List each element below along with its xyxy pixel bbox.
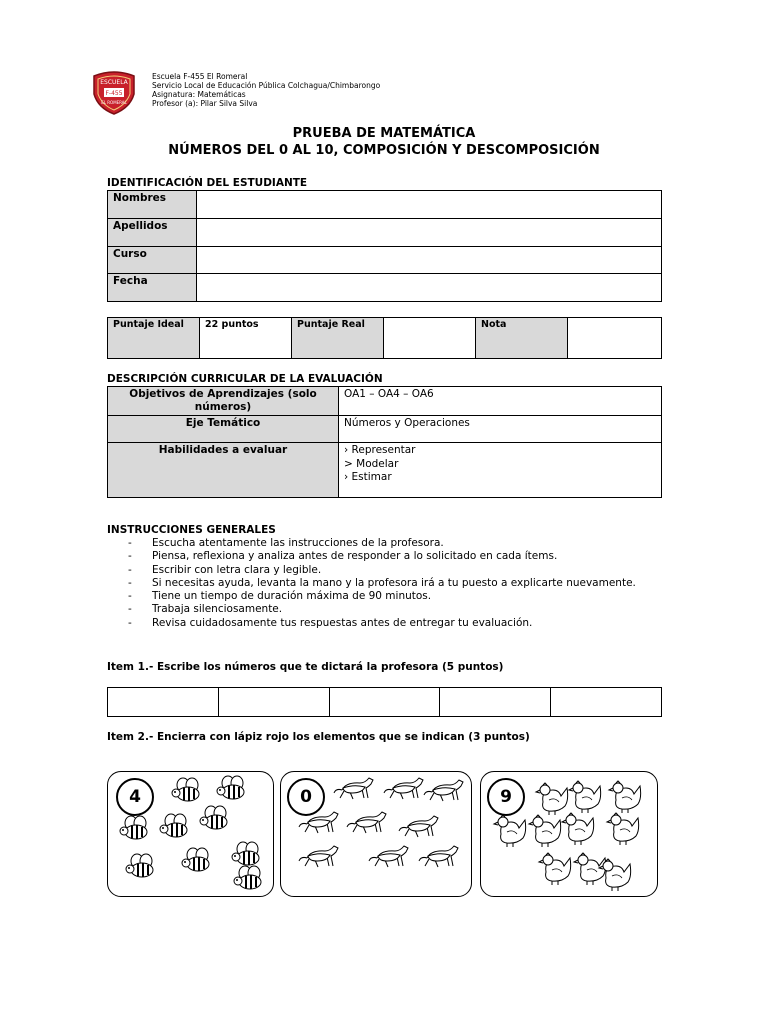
- number-circle: 0: [287, 778, 325, 816]
- number-circle: 9: [487, 778, 525, 816]
- hen-icon: [529, 815, 561, 847]
- answer-cell[interactable]: [329, 688, 440, 717]
- apellidos-field[interactable]: [197, 219, 662, 247]
- objectives-label: Objetivos de Aprendizajes (solo números): [108, 387, 339, 416]
- hen-icon: [494, 815, 526, 847]
- subject: Asignatura: Matemáticas: [152, 90, 246, 99]
- hen-icon: [562, 813, 594, 845]
- nota-label: Nota: [476, 318, 568, 359]
- list-item: - Escribir con letra clara y legible.: [128, 563, 322, 576]
- curso-field[interactable]: [197, 247, 662, 274]
- real-score-label: Puntaje Real: [292, 318, 384, 359]
- student-table: [107, 190, 662, 302]
- list-item: - Tiene un tiempo de duración máxima de 90 minutos.: [128, 590, 432, 603]
- test-subtitle: NÚMEROS DEL 0 AL 10, COMPOSICIÓN Y DESCOMPOSICIÓN: [168, 143, 600, 158]
- curricular-section-heading: DESCRIPCIÓN CURRICULAR DE LA EVALUACIÓN: [107, 373, 383, 385]
- horse-icon: [299, 846, 338, 867]
- bee-icon: [234, 866, 261, 889]
- logo-text-mid: F-455: [105, 90, 123, 97]
- instructions-heading: INSTRUCCIONES GENERALES: [107, 524, 276, 536]
- logo-text-bottom: EL ROMERAL: [101, 100, 127, 105]
- horse-icon: [419, 846, 458, 867]
- bee-icon: [182, 848, 209, 871]
- axis-label: Eje Temático: [108, 416, 339, 443]
- bee-icon: [232, 842, 259, 865]
- list-item: - Escucha atentamente las instrucciones de la profesora.: [128, 537, 444, 549]
- hens-drawing: [481, 772, 657, 896]
- list-item: - Si necesitas ayuda, levanta la mano y la profesora irá a tu puesto a explicarte nuevamente.: [128, 576, 636, 589]
- instructions-list: [128, 537, 636, 630]
- bee-icon: [160, 814, 187, 837]
- skill-item: › Estimar: [344, 471, 392, 483]
- ideal-score-value: 22 puntos: [200, 318, 292, 359]
- hen-icon: [536, 783, 568, 815]
- bee-icon: [172, 778, 199, 801]
- list-item: - Piensa, reflexiona y analiza antes de responder a lo solicitado en cada ítems.: [128, 550, 558, 563]
- item2-label: Item 2.- Encierra con lápiz rojo los elementos que se indican (3 puntos): [107, 731, 530, 743]
- list-item: - Revisa cuidadosamente tus respuestas antes de entregar tu evaluación.: [128, 616, 533, 629]
- real-score-field[interactable]: [384, 318, 476, 359]
- ideal-score-label: Puntaje Ideal: [108, 318, 200, 359]
- bee-icon: [200, 806, 227, 829]
- hen-icon: [574, 853, 606, 885]
- school-name: Escuela F-455 El Romeral: [152, 72, 248, 81]
- logo-text-top: ESCUELA: [100, 79, 128, 86]
- horses-drawing: [281, 772, 471, 896]
- apellidos-label: Apellidos: [108, 219, 197, 247]
- hen-icon: [569, 781, 601, 813]
- answer-cell[interactable]: [551, 688, 662, 717]
- bee-icon: [126, 854, 153, 877]
- skill-item: > Modelar: [344, 457, 399, 470]
- curso-label: Curso: [108, 247, 197, 274]
- horse-icon: [299, 812, 338, 833]
- skill-item: › Representar: [344, 444, 416, 456]
- score-table: [107, 317, 662, 359]
- fecha-label: Fecha: [108, 274, 197, 302]
- bees-box: [107, 771, 274, 897]
- hens-box: [480, 771, 658, 897]
- bee-icon: [217, 776, 244, 799]
- objectives-value: OA1 – OA4 – OA6: [339, 387, 662, 416]
- nombres-label: Nombres: [108, 191, 197, 219]
- horse-icon: [424, 780, 463, 801]
- answer-cell[interactable]: [108, 688, 219, 717]
- item1-label: Item 1.- Escribe los números que te dictará la profesora (5 puntos): [107, 661, 504, 673]
- hen-icon: [607, 813, 639, 845]
- list-item: - Trabaja silenciosamente.: [128, 603, 283, 616]
- horse-icon: [369, 846, 408, 867]
- horse-icon: [334, 778, 373, 799]
- horse-icon: [384, 778, 423, 799]
- item1-answer-table: [107, 687, 662, 717]
- teacher: Profesor (a): Pilar Silva Silva: [152, 99, 258, 108]
- test-title: PRUEBA DE MATEMÁTICA: [292, 126, 476, 141]
- horse-icon: [347, 812, 386, 833]
- horse-icon: [399, 816, 438, 837]
- answer-cell[interactable]: [218, 688, 329, 717]
- bee-icon: [120, 816, 147, 839]
- school-service: Servicio Local de Educación Pública Colchagua/Chimbarongo: [152, 81, 381, 90]
- axis-value: Números y Operaciones: [339, 416, 662, 443]
- skills-label: Habilidades a evaluar: [108, 443, 339, 498]
- curricular-table: [107, 386, 662, 498]
- hen-icon: [609, 781, 641, 813]
- skills-list: [339, 443, 662, 498]
- number-circle: 4: [116, 778, 154, 816]
- bees-drawing: [108, 772, 273, 896]
- nota-field[interactable]: [568, 318, 662, 359]
- school-logo: [90, 70, 138, 116]
- fecha-field[interactable]: [197, 274, 662, 302]
- nombres-field[interactable]: [197, 191, 662, 219]
- answer-cell[interactable]: [440, 688, 551, 717]
- horses-box: [280, 771, 472, 897]
- hen-icon: [539, 853, 571, 885]
- student-section-heading: IDENTIFICACIÓN DEL ESTUDIANTE: [107, 177, 308, 189]
